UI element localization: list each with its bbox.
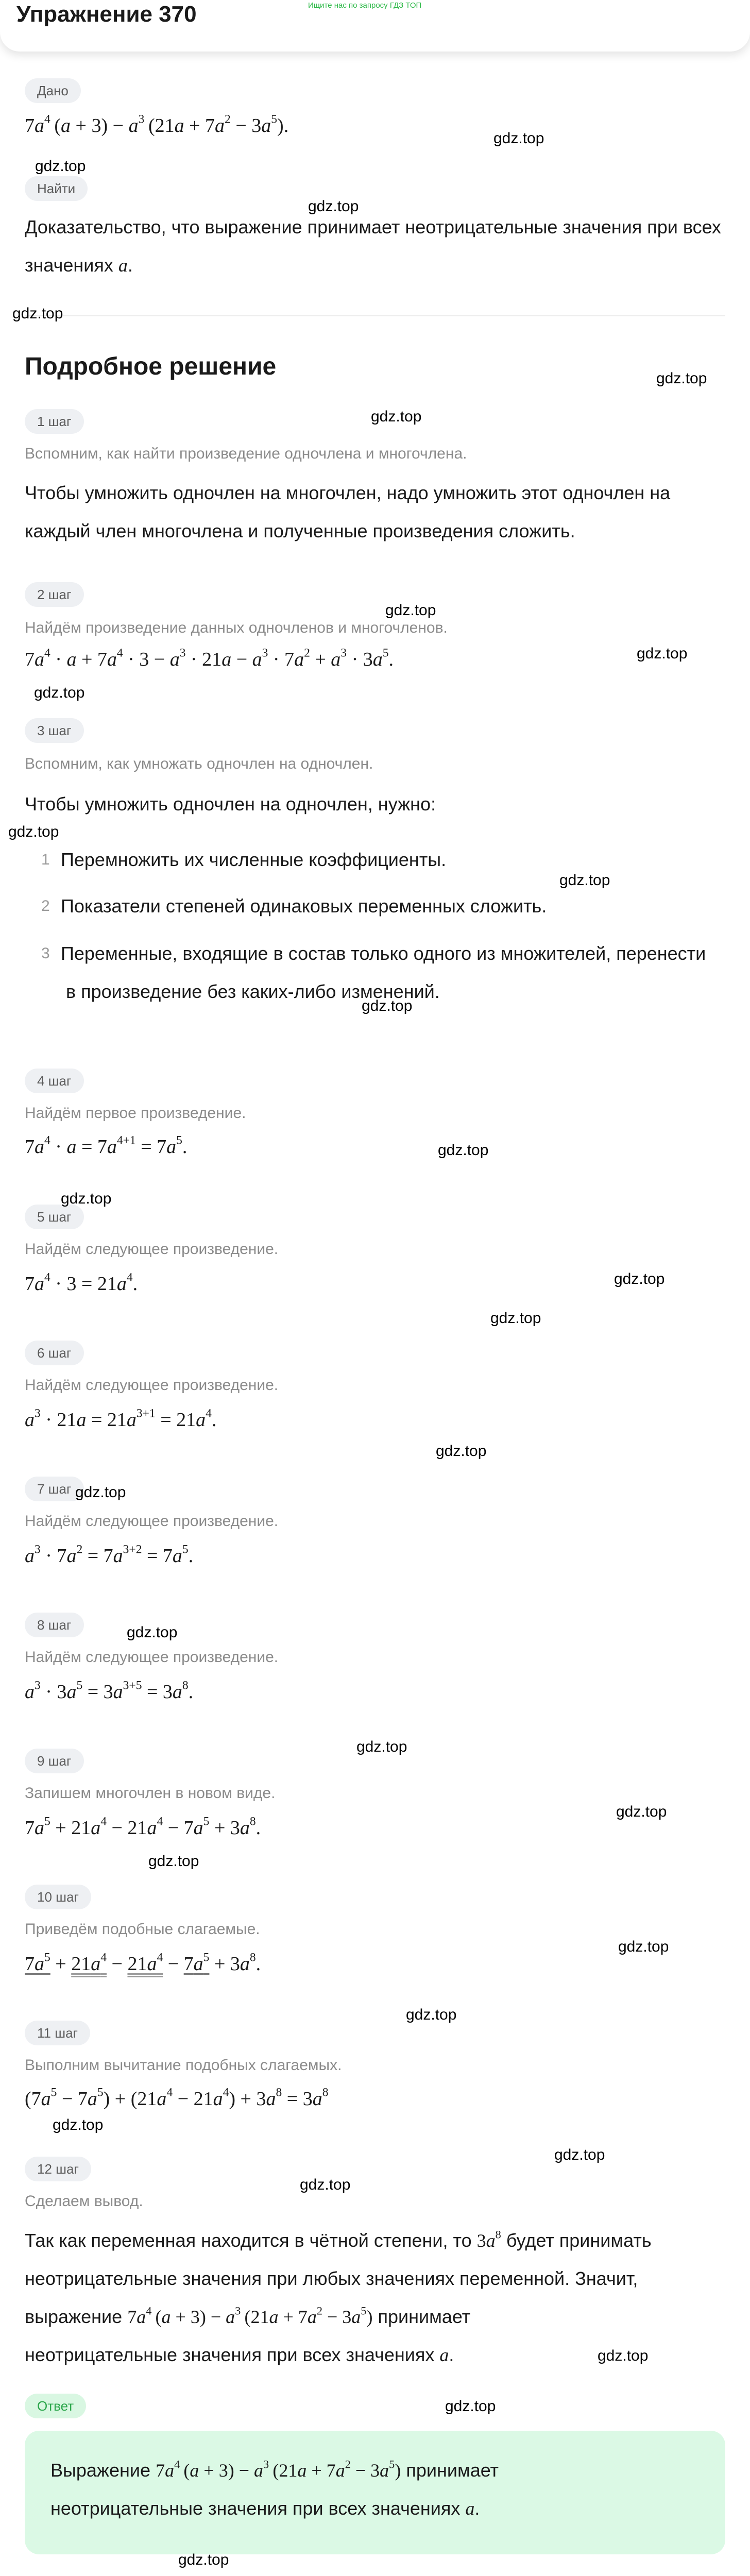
step-5-label: 5 шаг [25, 1205, 84, 1229]
watermark: gdz.top [148, 1853, 199, 1870]
watermark: gdz.top [493, 130, 544, 147]
watermark: gdz.top [75, 1484, 126, 1501]
step-7-expression: $a^3 \cdot 7a^2 = 7a^{3+2} = 7a^5$. [25, 1543, 194, 1567]
step-12-hint: Сделаем вывод. [25, 2193, 143, 2210]
watermark: gdz.top [618, 1938, 669, 1955]
section-divider [25, 315, 725, 316]
step-7-hint: Найдём следующее произведение. [25, 1513, 279, 1530]
answer-label: Ответ [25, 2394, 86, 2418]
list-item-2-number: 2 [41, 897, 50, 914]
watermark: gdz.top [127, 1624, 178, 1641]
watermark: gdz.top [559, 872, 610, 889]
page-title: Упражнение 370 [16, 2, 197, 27]
step-4-label: 4 шаг [25, 1069, 84, 1093]
step-9-hint: Запишем многочлен в новом виде. [25, 1785, 276, 1802]
given-label: Дано [25, 78, 81, 103]
step-9-expression: $7a^5 + 21a^4 - 21a^4 - 7a^5 + 3a^8$. [25, 1815, 261, 1839]
step-1-label: 1 шаг [25, 409, 84, 434]
list-item-3-number: 3 [41, 945, 50, 962]
watermark: gdz.top [656, 370, 707, 387]
watermark: gdz.top [362, 997, 413, 1014]
step-11-label: 11 шаг [25, 2021, 90, 2045]
step-6-hint: Найдём следующее произведение. [25, 1377, 279, 1394]
step-4-hint: Найдём первое произведение. [25, 1105, 246, 1122]
watermark: gdz.top [490, 1310, 541, 1327]
step-3-hint: Вспомним, как умножать одночлен на одночлен. [25, 755, 373, 772]
watermark: gdz.top [616, 1803, 667, 1820]
watermark: gdz.top [8, 823, 59, 840]
step-2-hint: Найдём произведение данных одночленов и многочленов. [25, 619, 448, 636]
step-5-hint: Найдём следующее произведение. [25, 1241, 279, 1258]
step-4-expression: $7a^4 \cdot a = 7a^{4+1} = 7a^5$. [25, 1133, 187, 1158]
list-item-3-text-cont: в произведение без каких-либо изменений. [66, 981, 440, 1002]
watermark: gdz.top [598, 2347, 649, 2364]
watermark: gdz.top [614, 1270, 665, 1287]
step-11-expression: $(7a^5 - 7a^5) + (21a^4 - 21a^4) + 3a^8 = 3a^8$ [25, 2086, 329, 2110]
answer-box [25, 2431, 725, 2554]
step-8-expression: $a^3 \cdot 3a^5 = 3a^{3+5} = 3a^8$. [25, 1679, 194, 1703]
step-8-label: 8 шаг [25, 1613, 84, 1637]
watermark: gdz.top [61, 1190, 112, 1207]
step-3-intro: Чтобы умножить одночлен на одночлен, нужно: [25, 793, 436, 815]
watermark: gdz.top [637, 645, 688, 662]
step-1-text-line1: Чтобы умножить одночлен на многочлен, надо умножить этот одночлен на [25, 482, 671, 503]
step-2-label: 2 шаг [25, 582, 84, 607]
step-10-expression: $7a^5 + 21a^4 - 21a^4 - 7a^5 + 3a^8$. [25, 1951, 261, 1975]
step-12-line4: неотрицательные значения при всех значениях a. [25, 2344, 454, 2365]
step-6-label: 6 шаг [25, 1341, 84, 1365]
step-12-line2: неотрицательные значения при любых значениях переменной. Значит, [25, 2268, 638, 2289]
list-item-3-text: Переменные, входящие в состав только одного из множителей, перенести [61, 943, 706, 964]
step-1-text-line2: каждый член многочлена и полученные произведения сложить. [25, 520, 575, 541]
ad-banner-link[interactable]: Ищите нас по запросу ГДЗ ТОП [308, 1, 422, 10]
watermark: gdz.top [34, 684, 85, 701]
step-12-line3: выражение $7a^4$ $(a + 3) - a^3$ $(21a + 7a^2 - 3a^5)$ принимает [25, 2304, 471, 2327]
page-header [0, 0, 750, 52]
step-6-expression: $a^3 \cdot 21a = 21a^{3+1} = 21a^4$. [25, 1406, 217, 1431]
watermark: gdz.top [356, 1738, 407, 1755]
list-item-1-text: Перемножить их численные коэффициенты. [61, 849, 447, 870]
watermark: gdz.top [308, 198, 359, 215]
watermark: gdz.top [554, 2146, 605, 2163]
watermark: gdz.top [371, 408, 422, 425]
step-1-hint: Вспомним, как найти произведение одночлена и многочлена. [25, 445, 467, 462]
step-10-hint: Приведём подобные слагаемые. [25, 1921, 260, 1938]
step-5-expression: $7a^4 \cdot 3 = 21a^4$. [25, 1270, 138, 1295]
given-expression: $7a^4$ $(a + 3) - a^3$ $(21a + 7a^2 - 3a^5)$. [25, 112, 289, 137]
find-label: Найти [25, 176, 88, 201]
watermark: gdz.top [445, 2398, 496, 2415]
step-3-label: 3 шаг [25, 718, 84, 743]
find-text: Доказательство, что выражение принимает неотрицательные значения при всех значениях a. [25, 216, 721, 276]
step-7-label: 7 шаг [25, 1477, 84, 1501]
step-9-label: 9 шаг [25, 1749, 84, 1773]
watermark: gdz.top [438, 1142, 489, 1159]
watermark: gdz.top [12, 305, 63, 322]
step-8-hint: Найдём следующее произведение. [25, 1649, 279, 1666]
watermark: gdz.top [178, 2551, 229, 2568]
watermark: gdz.top [300, 2176, 351, 2193]
watermark: gdz.top [406, 2006, 457, 2023]
watermark: gdz.top [385, 602, 436, 619]
watermark: gdz.top [35, 158, 86, 175]
step-2-expression: $7a^4 \cdot a + 7a^4 \cdot 3 - a^3 \cdot 21a - a^3 \cdot 7a^2 + a^3 \cdot 3a^5$. [25, 646, 394, 670]
watermark: gdz.top [53, 2116, 104, 2133]
step-12-line1: Так как переменная находится в чётной степени, то $3a^8$ будет принимать [25, 2228, 652, 2251]
watermark: gdz.top [436, 1443, 487, 1460]
list-item-1-number: 1 [41, 851, 50, 868]
step-10-label: 10 шаг [25, 1885, 91, 1909]
step-11-hint: Выполним вычитание подобных слагаемых. [25, 2057, 342, 2074]
answer-text: Выражение $7a^4$ $(a + 3) - a^3$ $(21a + 7a^2 - 3a^5)$ принимает неотрицательные значения при всех значениях a. [50, 2458, 499, 2519]
list-item-2-text: Показатели степеней одинаковых переменных сложить. [61, 895, 547, 917]
step-12-label: 12 шаг [25, 2157, 91, 2181]
solution-title: Подробное решение [25, 353, 277, 380]
